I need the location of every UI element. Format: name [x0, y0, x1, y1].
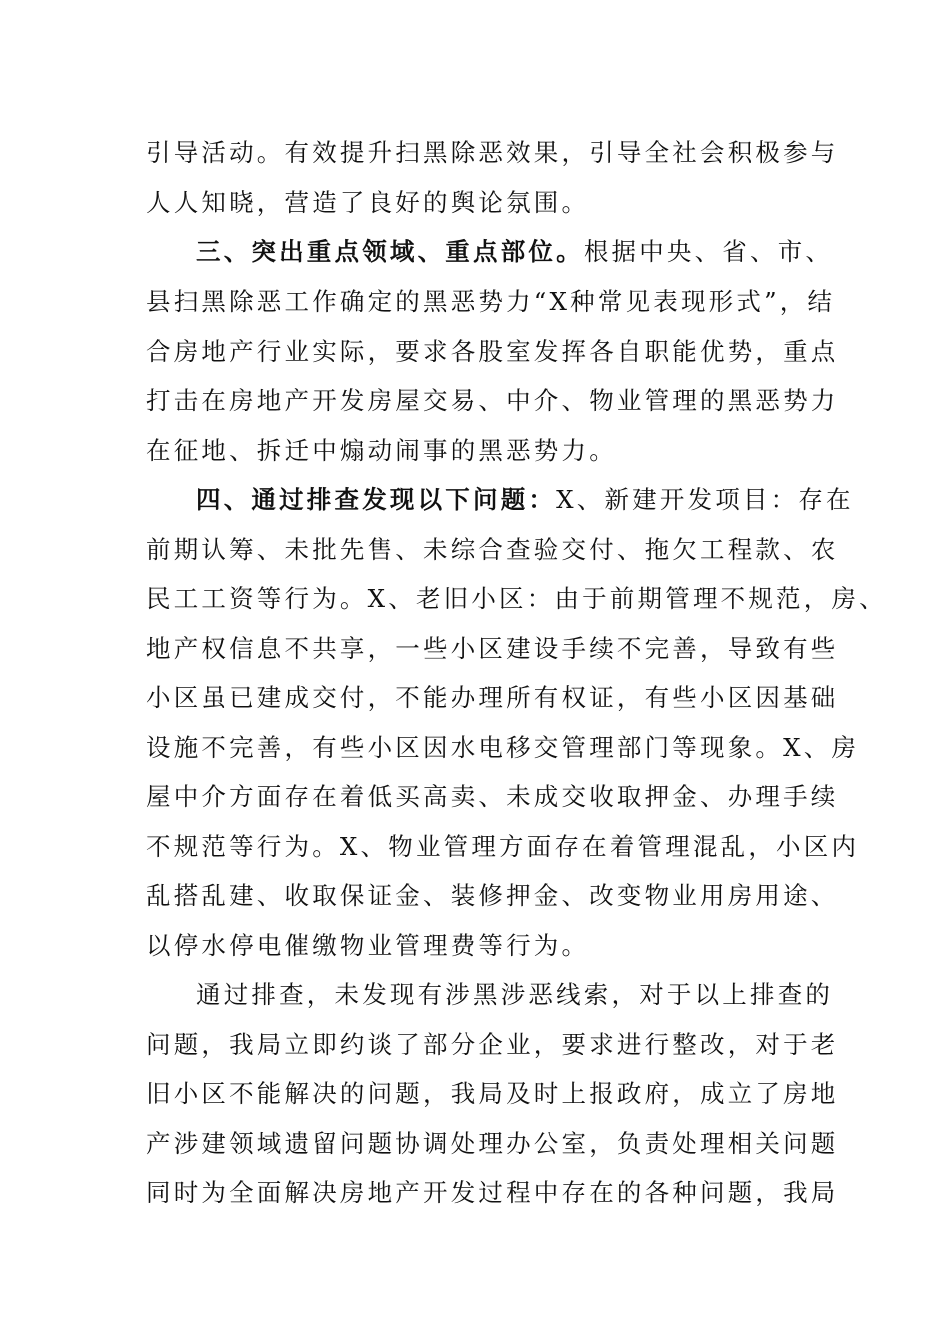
paragraph-3-line-7: 屋中介方面存在着低买高卖、未成交收取押金、办理手续: [146, 782, 839, 811]
paragraph-2-line-3: 合房地产行业实际，要求各股室发挥各自职能优势，重点: [146, 337, 839, 366]
paragraph-1-line-1: 引导活动。有效提升扫黑除恶效果，引导全社会积极参与: [146, 138, 839, 167]
paragraph-1-line-2: 人人知晓，营造了良好的舆论氛围。: [146, 188, 590, 217]
paragraph-3-line-5: 小区虽已建成交付，不能办理所有权证，有些小区因基础: [146, 683, 839, 712]
paragraph-2-line-5: 在征地、拆迁中煽动闹事的黑恶势力。: [146, 436, 617, 465]
paragraph-3-heading: 四、通过排查发现以下问题：: [196, 485, 557, 514]
paragraph-2-line-2: 县扫黑除恶工作确定的黑恶势力“X种常见表现形式”，结: [146, 287, 836, 316]
paragraph-4-line-2: 问题，我局立即约谈了部分企业，要求进行整改，对于老: [146, 1030, 839, 1059]
paragraph-3-text: X、新建开发项目：存在: [556, 485, 854, 514]
paragraph-4-line-4: 产涉建领域遗留问题协调处理办公室，负责处理相关问题: [146, 1129, 839, 1158]
paragraph-3-line-6: 设施不完善，有些小区因水电移交管理部门等现象。X、房: [146, 733, 860, 762]
paragraph-2-heading: 三、突出重点领域、重点部位。: [196, 237, 584, 266]
paragraph-3-line-4: 地产权信息不共享，一些小区建设手续不完善，导致有些: [146, 634, 839, 663]
paragraph-3-line-1: [196, 480, 856, 520]
paragraph-3-line-9: 乱搭乱建、收取保证金、装修押金、改变物业用房用途、: [146, 881, 839, 910]
paragraph-4-line-5: 同时为全面解决房地产开发过程中存在的各种问题，我局: [146, 1178, 839, 1207]
paragraph-2-line-1: [196, 232, 856, 272]
paragraph-4-line-1: 通过排查，未发现有涉黑涉恶线索，对于以上排查的: [196, 980, 834, 1009]
paragraph-3-line-10: 以停水停电催缴物业管理费等行为。: [146, 931, 590, 960]
paragraph-3-line-2: 前期认筹、未批先售、未综合查验交付、拖欠工程款、农: [146, 535, 839, 564]
paragraph-3-line-3: 民工工资等行为。X、老旧小区：由于前期管理不规范，房、: [146, 584, 887, 613]
paragraph-2-line-4: 打击在房地产开发房屋交易、中介、物业管理的黑恶势力: [146, 386, 839, 415]
paragraph-2-text: 根据中央、省、市、: [583, 237, 834, 266]
paragraph-4-line-3: 旧小区不能解决的问题，我局及时上报政府，成立了房地: [146, 1079, 839, 1108]
paragraph-3-line-8: 不规范等行为。X、物业管理方面存在着管理混乱，小区内: [146, 832, 860, 861]
